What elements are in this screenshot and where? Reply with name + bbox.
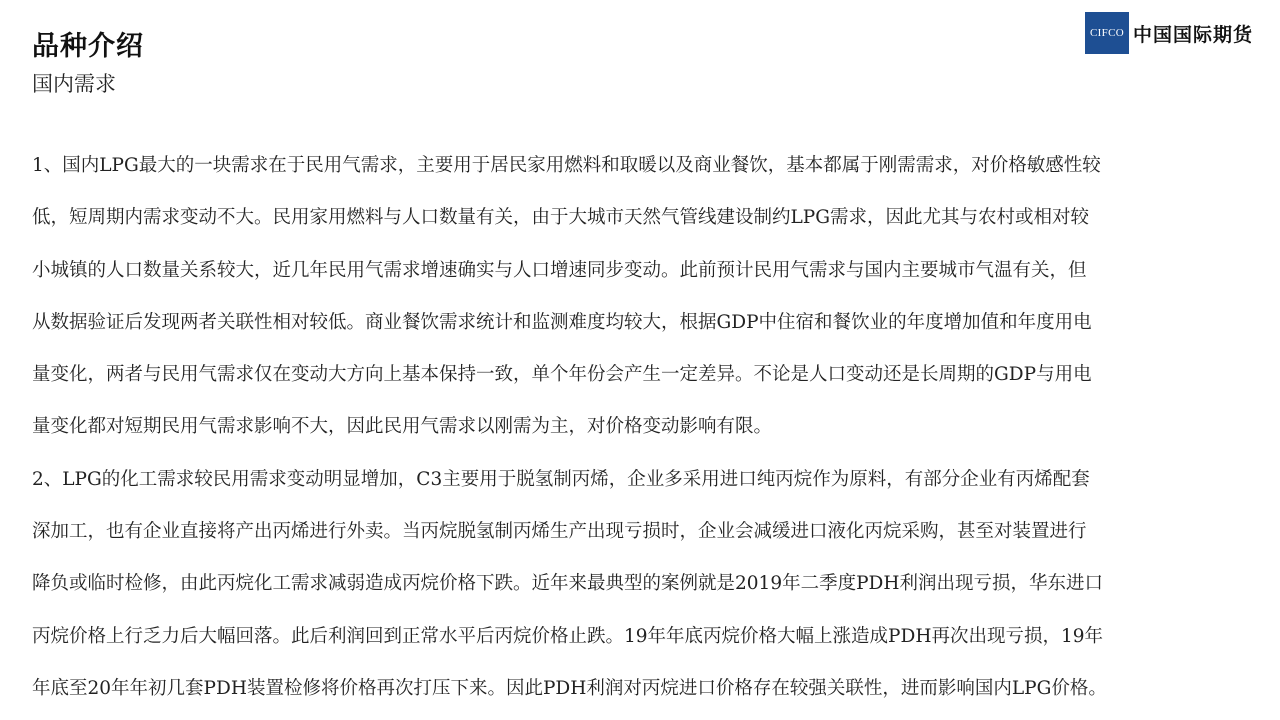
text-line: 降负或临时检修，由此丙烷化工需求减弱造成丙烷价格下跌。近年来最典型的案例就是2019年二季度PDH利润出现亏损，华东进口: [32, 573, 1103, 595]
content-body: [32, 143, 1264, 718]
text-line: 深加工，也有企业直接将产出丙烯进行外卖。当丙烷脱氢制丙烯生产出现亏损时，企业会减缓进口液化丙烷采购，甚至对装置进行: [32, 521, 1087, 543]
page-subtitle: 国内需求: [32, 72, 116, 96]
text-line: 量变化都对短期民用气需求影响不大，因此民用气需求以刚需为主，对价格变动影响有限。: [32, 416, 773, 438]
cifco-logo-icon: CIFCO: [1085, 12, 1129, 54]
text-line: 2、LPG的化工需求较民用需求变动明显增加，C3主要用于脱氢制丙烯，企业多采用进口纯丙烷作为原料，有部分企业有丙烯配套: [32, 468, 1090, 490]
text-line: 低，短周期内需求变动不大。民用家用燃料与人口数量有关，由于大城市天然气管线建设制约LPG需求，因此尤其与农村或相对较: [32, 207, 1090, 229]
page-title: 品种介绍: [32, 31, 144, 62]
text-line: 年底至20年年初几套PDH装置检修将价格再次打压下来。因此PDH利润对丙烷进口价格存在较强关联性，进而影响国内LPG价格。: [32, 677, 1107, 699]
text-line: 小城镇的人口数量关系较大，近几年民用气需求增速确实与人口增速同步变动。此前预计民用气需求与国内主要城市气温有关，但: [32, 259, 1087, 281]
company-name: 中国国际期货: [1133, 23, 1254, 46]
text-line: 丙烷价格上行乏力后大幅回落。此后利润回到正常水平后丙烷价格止跌。19年年底丙烷价格大幅上涨造成PDH再次出现亏损，19年: [32, 625, 1103, 647]
text-line: 量变化，两者与民用气需求仅在变动大方向上基本保持一致，单个年份会产生一定差异。不论是人口变动还是长周期的GDP与用电: [32, 364, 1092, 386]
company-logo: [1085, 12, 1253, 54]
text-line: 从数据验证后发现两者关联性相对较低。商业餐饮需求统计和监测难度均较大，根据GDP中住宿和餐饮业的年度增加值和年度用电: [32, 311, 1092, 333]
text-line: 1、国内LPG最大的一块需求在于民用气需求，主要用于居民家用燃料和取暖以及商业餐饮，基本都属于刚需需求，对价格敏感性较: [32, 155, 1101, 176]
